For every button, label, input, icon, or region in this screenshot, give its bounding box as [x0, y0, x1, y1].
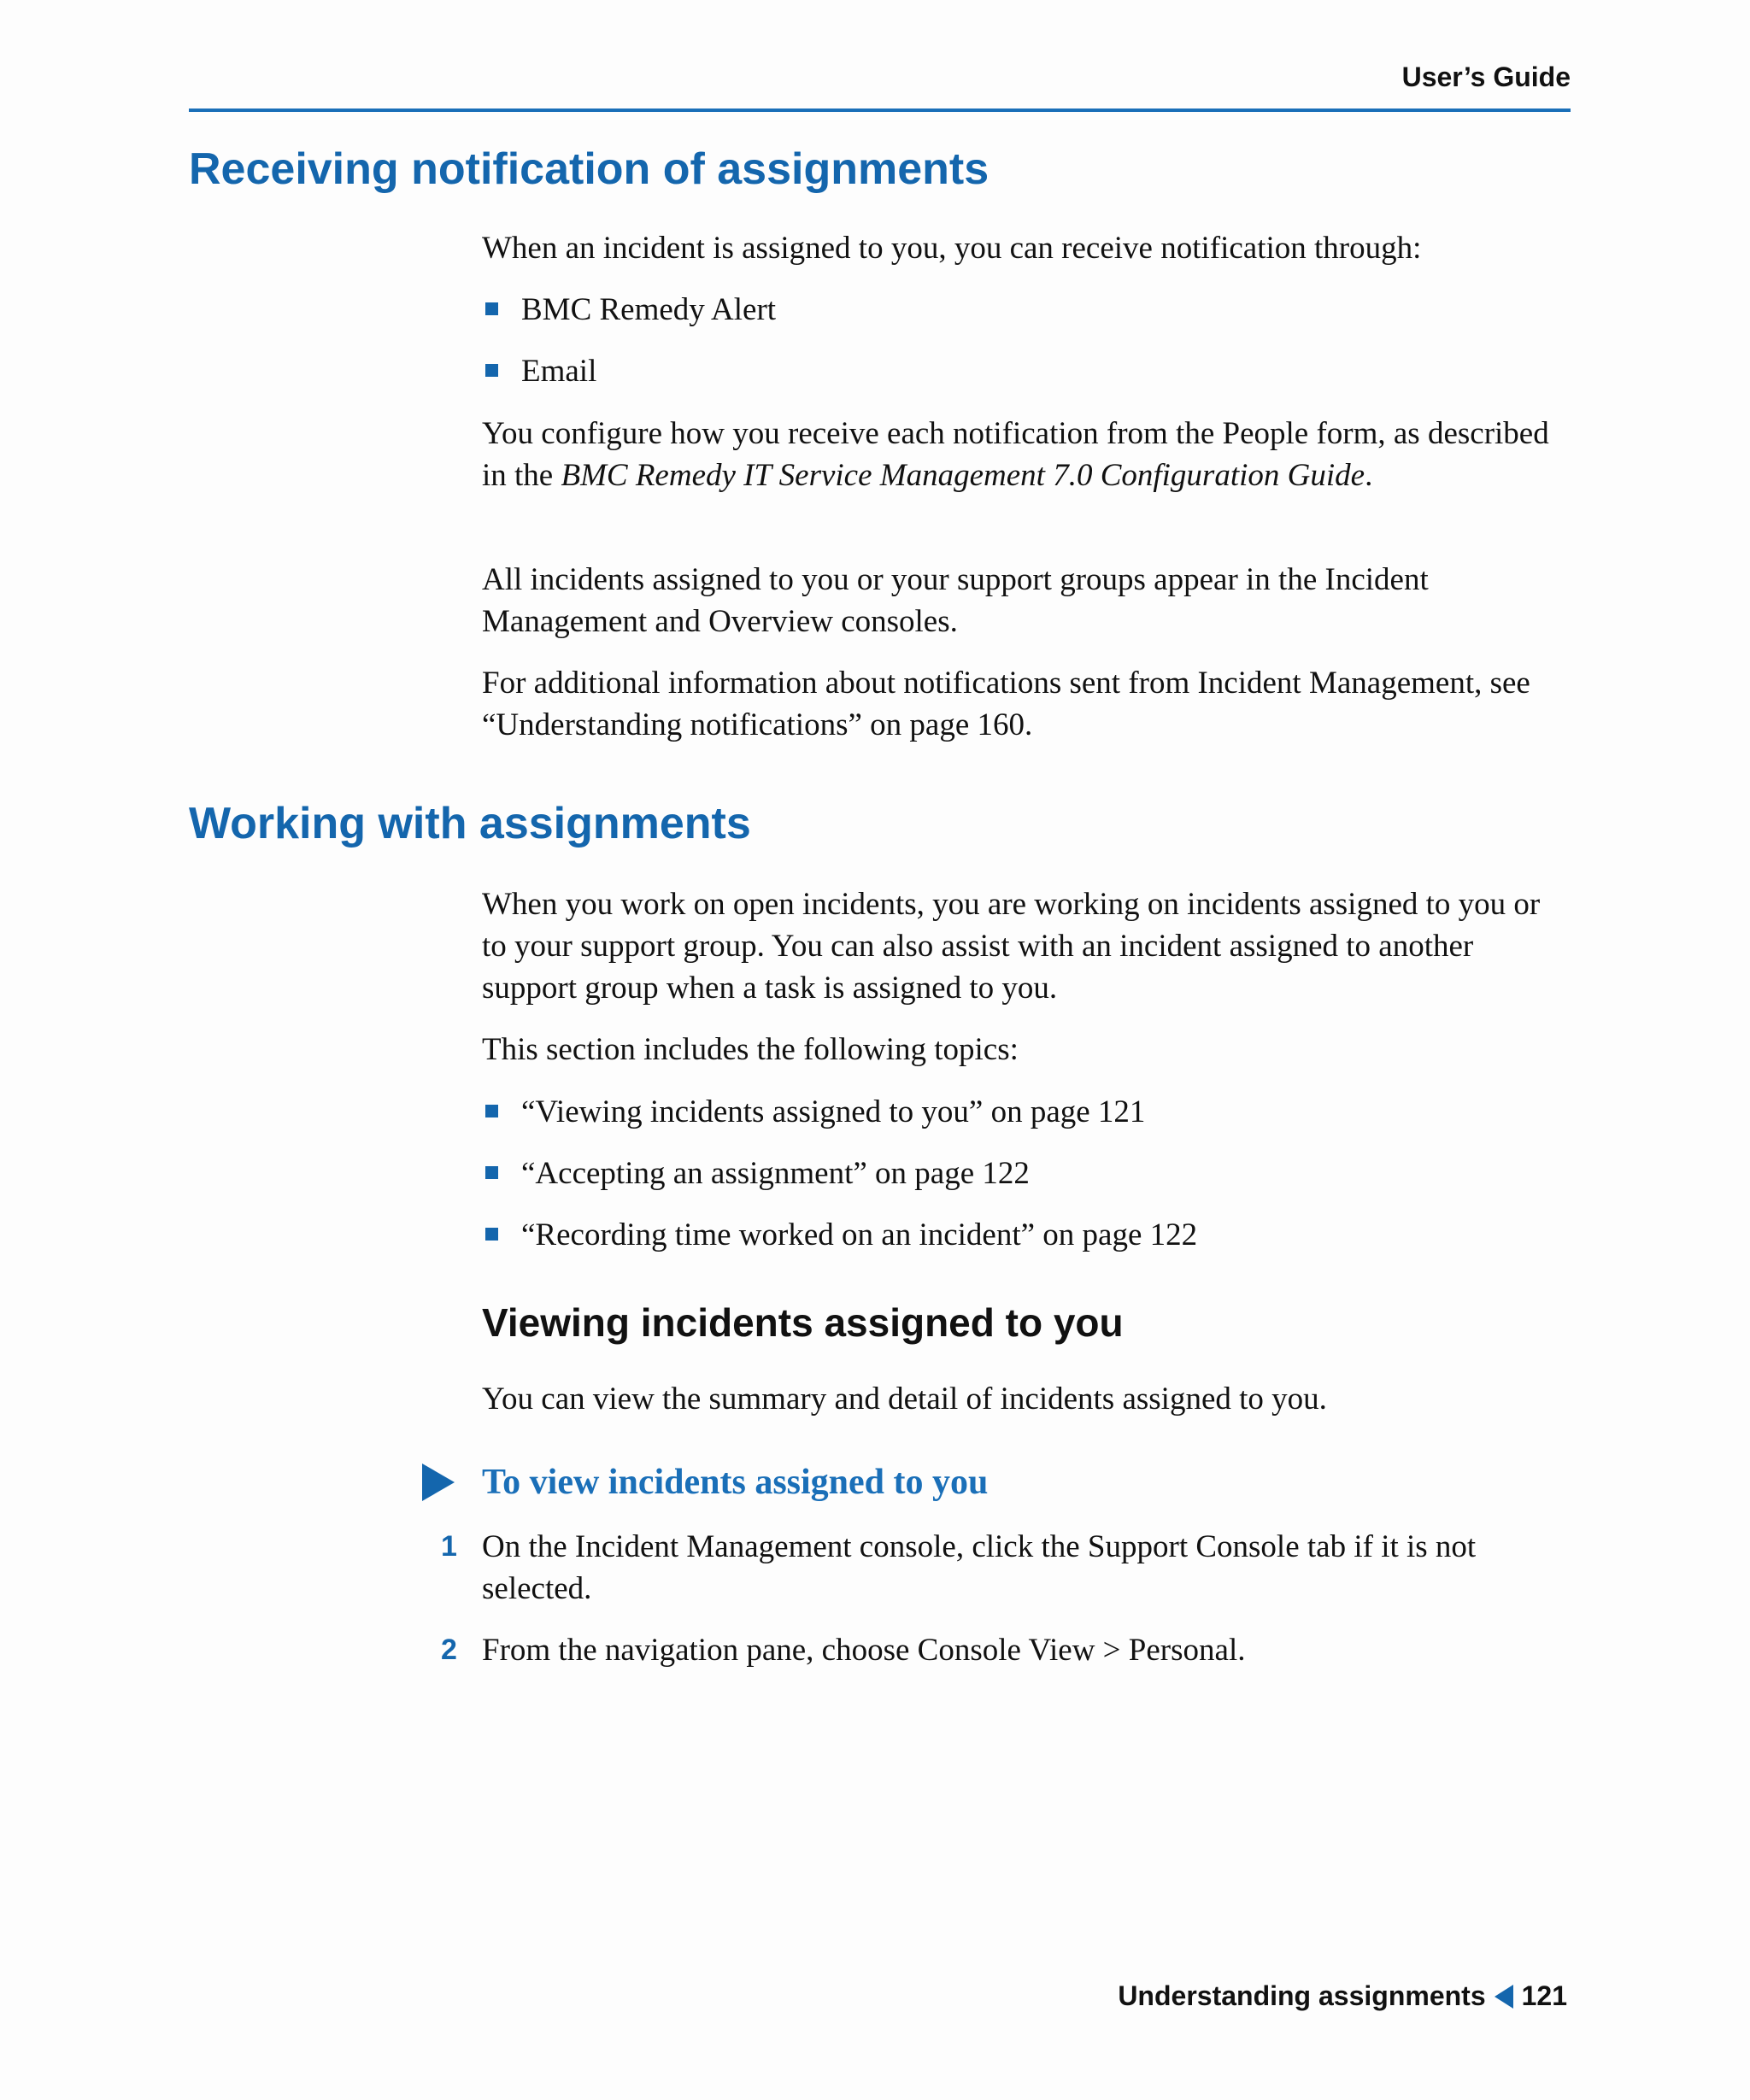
- procedure-arrow-icon: [422, 1464, 455, 1501]
- bullet-item: [482, 350, 1567, 392]
- page-footer: [1118, 1980, 1567, 2012]
- subsection-heading: Viewing incidents assigned to you: [482, 1300, 1124, 1345]
- step-number: 1: [441, 1530, 457, 1563]
- section-heading-working-with-assignments: Working with assignments: [189, 799, 751, 848]
- left-triangle-icon: [1495, 1985, 1513, 2009]
- step-text: On the Incident Management console, click the Support Console tab if it is not selected.: [482, 1529, 1477, 1606]
- topic-link[interactable]: “Accepting an assignment” on page 122: [521, 1156, 1030, 1191]
- notification-intro: When an incident is assigned to you, you can receive notification through:: [482, 231, 1422, 266]
- square-bullet-icon: [485, 1166, 498, 1179]
- config-guide-title: BMC Remedy IT Service Management 7.0 Configuration Guide: [561, 458, 1365, 493]
- square-bullet-icon: [485, 1228, 498, 1241]
- bullet-text: Email: [521, 354, 597, 389]
- square-bullet-icon: [485, 302, 498, 315]
- config-text-end: .: [1365, 458, 1373, 493]
- page-number: 121: [1521, 1980, 1567, 2011]
- bullet-text: BMC Remedy Alert: [521, 292, 777, 327]
- topic-link-item[interactable]: [482, 1091, 1567, 1133]
- working-intro: When you work on open incidents, you are working on incidents assigned to you or to your support group. You can also assist with an incident assigned to another support group when a task is assigned to you.: [482, 887, 1541, 1006]
- step-number: 2: [441, 1634, 457, 1666]
- square-bullet-icon: [485, 364, 498, 377]
- bullet-item: [482, 289, 1567, 331]
- section-heading-receiving-notification: Receiving notification of assignments: [189, 144, 990, 194]
- step-text: From the navigation pane, choose Console View > Personal.: [482, 1633, 1246, 1668]
- topic-link-item[interactable]: [482, 1214, 1567, 1256]
- header-rule: [189, 109, 1571, 112]
- configuration-paragraph: [482, 413, 1567, 496]
- consoles-paragraph: All incidents assigned to you or your support groups appear in the Incident Management and Overview consoles.: [482, 562, 1429, 639]
- topic-link[interactable]: “Viewing incidents assigned to you” on page 121: [521, 1094, 1146, 1129]
- config-text: You configure how you receive each notification from the People form, as described in the: [482, 416, 1549, 493]
- footer-chapter-title: Understanding assignments: [1118, 1980, 1486, 2011]
- square-bullet-icon: [485, 1105, 498, 1117]
- additional-info-paragraph: For additional information about notifications sent from Incident Management, see “Understanding notifications” on page 160.: [482, 666, 1530, 742]
- guide-title: User’s Guide: [1401, 62, 1571, 92]
- topic-link[interactable]: “Recording time worked on an incident” on page 122: [521, 1217, 1198, 1252]
- topic-link-item[interactable]: [482, 1153, 1567, 1194]
- procedure-title: To view incidents assigned to you: [482, 1463, 989, 1502]
- topics-intro: This section includes the following topics:: [482, 1032, 1019, 1067]
- subsection-text: You can view the summary and detail of incidents assigned to you.: [482, 1381, 1327, 1417]
